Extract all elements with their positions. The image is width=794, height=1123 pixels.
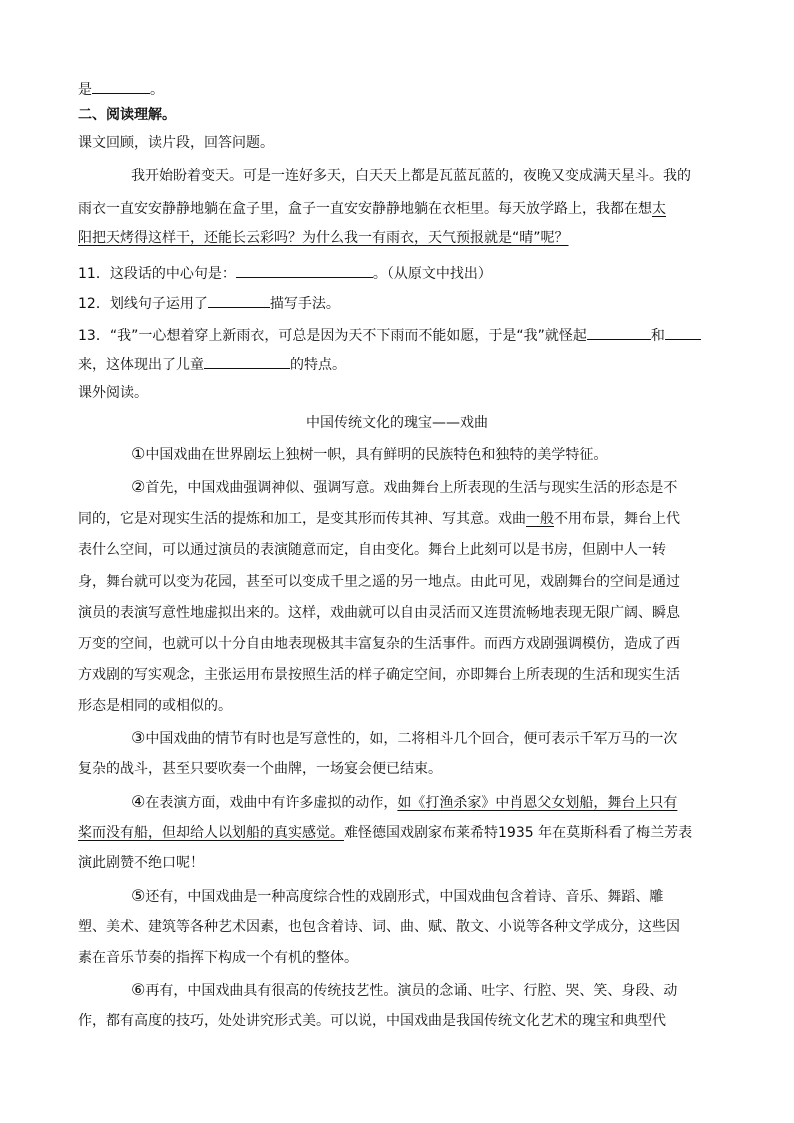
line-text: 12．划线句子运用了	[78, 296, 208, 312]
paragraph-line	[131, 728, 677, 749]
line-text: 在表演方面，戏曲中有许多虚拟的动作，	[145, 795, 398, 811]
answer-blank	[208, 292, 270, 308]
answer-blank	[92, 78, 150, 94]
paragraph-number: ⑥	[131, 980, 146, 999]
question-12	[78, 292, 340, 314]
question-13-cont	[78, 353, 346, 375]
paragraph-number: ④	[131, 792, 146, 811]
paragraph-line	[131, 886, 663, 907]
paragraph-line	[131, 444, 607, 465]
article-title: 中国传统文化的瑰宝——戏曲	[306, 415, 488, 431]
paragraph-number: ③	[131, 728, 146, 747]
paragraph-line: 素在音乐节奏的指挥下构成一个有机的整体。	[78, 950, 358, 966]
instruction-text: 课文回顾，读片段，回答问题。	[78, 135, 274, 151]
previous-question-tail	[78, 78, 164, 100]
paragraph-line: 作，都有高度的技巧，处处讲究形式美。可以说，中国戏曲是我国传统文化艺术的瑰宝和典型代	[78, 1013, 666, 1029]
underlined-text: 一般	[526, 511, 554, 527]
line-text: 中国戏曲在世界剧坛上独树一帜，具有鲜明的民族特色和独特的美学特征。	[145, 447, 608, 463]
answer-blank	[236, 262, 373, 278]
paragraph-line: 演此剧赞不绝口呢！	[78, 855, 204, 871]
line-text: 的特点。	[290, 357, 346, 373]
line-text: 难怪德国戏剧家布莱希特1935 年在莫斯科看了梅兰芳表	[344, 825, 693, 841]
paragraph-line	[131, 792, 677, 813]
line-text: 雨衣一直安安静静地躺在盒子里，盒子一直安安静静地躺在衣柜里。每天放学路上，我都在想	[78, 201, 652, 217]
passage-line	[78, 199, 666, 219]
section-heading: 二、阅读理解。	[78, 107, 176, 123]
line-text: 还有，中国戏曲是一种高度综合性的戏剧形式，中国戏曲包含着诗、音乐、舞蹈、雕	[145, 889, 664, 905]
line-text: 不用布景，舞台上代	[554, 511, 680, 527]
line-text: 11．这段话的中心句是：	[78, 266, 236, 282]
passage-line	[78, 228, 569, 248]
paragraph-line: 塑、美术、建筑等各种艺术因素，也包含着诗、词、曲、赋、散文、小说等各种文学成分，这些因	[78, 919, 680, 935]
paragraph-line: 方戏剧的写实观念，主张运用布景按照生活的样子确定空间，亦即舞台上所表现的生活和现实生活	[78, 667, 680, 683]
paragraph-line: 形态是相同的或相似的。	[78, 698, 232, 714]
line-text: 同的，它是对现实生活的提炼和加工，是变其形而传其神、写其意。戏曲	[78, 511, 526, 527]
paragraph-line: 演员的表演写意性地虚拟出来的。这样，戏曲就可以自由灵活而又连贯流畅地表现无限广阔、瞬息	[78, 605, 680, 621]
paragraph-line	[78, 509, 680, 529]
paragraph-line: 复杂的战斗，甚至只要吹奏一个曲牌，一场宴会便已结束。	[78, 761, 442, 777]
line-text: 来，这体现出了儿童	[78, 357, 204, 373]
underlined-text: 桨而没有船，但却给人以划船的真实感觉。	[78, 825, 344, 841]
line-text: 。（从原文中找出）	[372, 266, 492, 282]
passage-line: 我开始盼着变天。可是一连好多天，白天天上都是瓦蓝瓦蓝的，夜晚又变成满天星斗。我的	[131, 168, 691, 184]
paragraph-line: 万变的空间，也就可以十分自由地表现极其丰富复杂的生活事件。而西方戏剧强调模仿，造成了西	[78, 636, 680, 652]
question-11	[78, 262, 492, 284]
line-text: 。	[150, 82, 164, 98]
paragraph-number: ⑤	[131, 886, 146, 905]
underlined-text: 阳把天烤得这样干，还能长云彩吗？为什么我一有雨衣，天气预报就是“晴”呢？	[78, 230, 569, 246]
line-text: 13．“我”一心想着穿上新雨衣，可总是因为天不下雨而不能如愿，于是“我”就怪起	[78, 328, 587, 344]
paragraph-line: 身，舞台就可以变为花园，甚至可以变成千里之遥的另一地点。由此可见，戏剧舞台的空间是通过	[78, 574, 680, 590]
paragraph-number: ①	[131, 444, 146, 463]
answer-blank	[665, 324, 701, 340]
underlined-text: 太	[652, 201, 666, 217]
line-text: 中国戏曲的情节有时也是写意性的，如，二将相斗几个回合，便可表示千军万马的一次	[145, 731, 678, 747]
line-text: 是	[78, 82, 92, 98]
question-13	[78, 324, 701, 346]
answer-blank	[204, 353, 290, 369]
paragraph-number: ②	[131, 477, 146, 496]
line-text: 和	[650, 328, 665, 344]
answer-blank	[587, 324, 651, 340]
paragraph-line: 表什么空间，可以通过演员的表演随意而定，自由变化。舞台上此刻可以是书房，但剧中人一转	[78, 542, 666, 558]
section-label: 课外阅读。	[78, 385, 148, 401]
paragraph-line	[131, 980, 677, 1001]
paragraph-line	[131, 477, 677, 498]
line-text: 描写手法。	[269, 296, 340, 312]
line-text: 再有，中国戏曲具有很高的传统技艺性。演员的念诵、吐字、行腔、哭、笑、身段、动	[145, 983, 678, 999]
line-text: 首先，中国戏曲强调神似、强调写意。戏曲舞台上所表现的生活与现实生活的形态是不	[145, 480, 678, 496]
paragraph-line	[78, 823, 692, 843]
underlined-text: 如《打渔杀家》中肖恩父女划船，舞台上只有	[397, 795, 678, 811]
